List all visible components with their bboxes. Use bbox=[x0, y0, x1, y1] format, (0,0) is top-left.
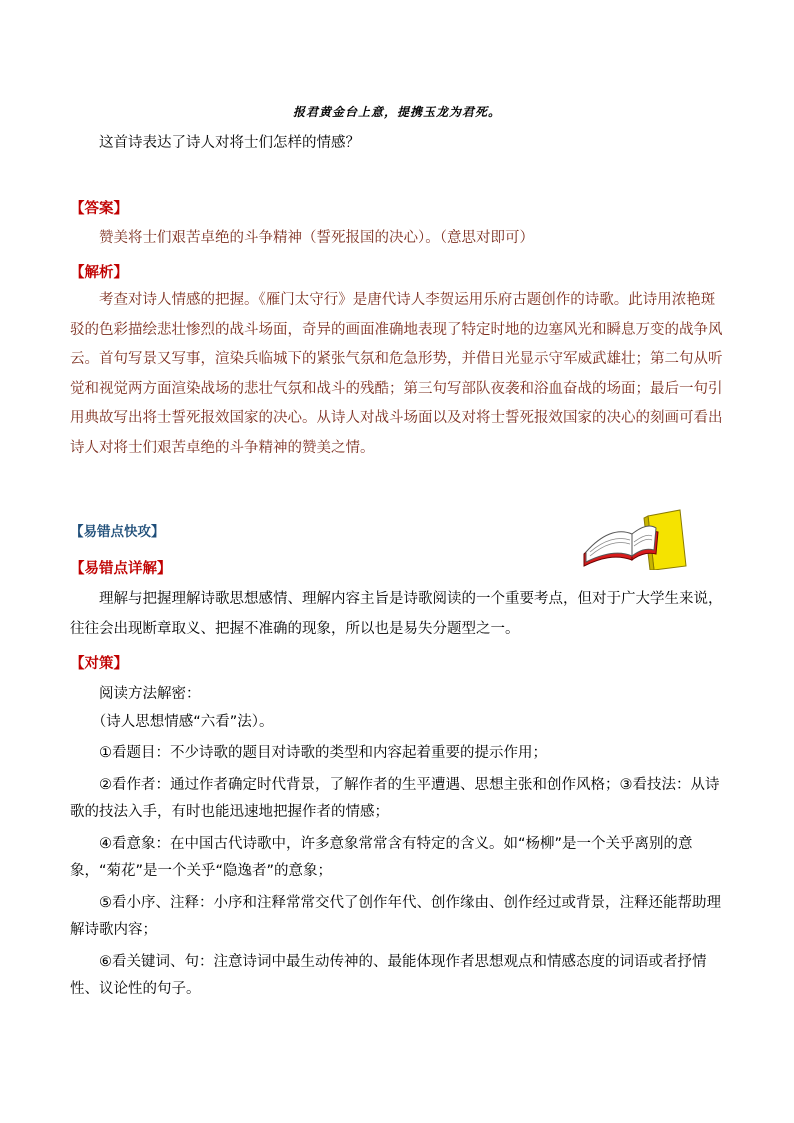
analysis-block bbox=[70, 286, 724, 463]
answer-block bbox=[70, 224, 724, 254]
strategy-line: ⑥看关键词、句：注意诗词中最生动传神的、最能体现作者思想观点和情感态度的词语或者抒情性、议论性的句子。 bbox=[70, 953, 707, 997]
detail-block bbox=[70, 585, 724, 644]
detail-text: 理解与把握理解诗歌思想感情、理解内容主旨是诗歌阅读的一个重要考点，但对于广大学生来说，往往会出现断章取义、把握不准确的现象，所以也是易失分题型之一。 bbox=[70, 591, 723, 637]
section-label: 【易错点快攻】 bbox=[70, 524, 165, 540]
strategy-line: ②看作者：通过作者确定时代背景，了解作者的生平遭遇、思想主张和创作风格；③看技法：从诗歌的技法入手，有时也能迅速地把握作者的情感； bbox=[70, 776, 720, 820]
question-block bbox=[70, 129, 724, 159]
strategy-line: 阅读方法解密： bbox=[99, 686, 201, 702]
open-book-icon bbox=[580, 508, 692, 570]
strategy-line: ⑤看小序、注释：小序和注释常常交代了创作年代、创作缘由、创作经过或背景，注释还能帮助理解诗歌内容； bbox=[70, 894, 721, 938]
strategy-line: ①看题目：不少诗歌的题目对诗歌的类型和内容起着重要的提示作用； bbox=[99, 745, 547, 761]
answer-text: 赞美将士们艰苦卓绝的斗争精神（誓死报国的决心）。（意思对即可） bbox=[99, 230, 534, 246]
detail-label: 【易错点详解】 bbox=[70, 561, 172, 577]
strategy-line: ④看意象：在中国古代诗歌中，许多意象常常含有特定的含义。如“杨柳”是一个关乎离别的意象，“菊花”是一个关乎“隐逸者”的意象； bbox=[70, 835, 693, 879]
question-text: 这首诗表达了诗人对将士们怎样的情感？ bbox=[99, 135, 360, 151]
analysis-label: 【解析】 bbox=[70, 265, 128, 281]
answer-label: 【答案】 bbox=[70, 201, 128, 217]
analysis-text: 考查对诗人情感的把握。《雁门太守行》是唐代诗人李贺运用乐府古题创作的诗歌。此诗用浓艳斑驳的色彩描绘悲壮惨烈的战斗场面，奇异的画面准确地表现了特定时地的边塞风光和瞬息万变的战争风云。首句写景又写事，渲染兵临城下的紧张气氛和危急形势，并借日光显示守军威武雄壮；第二句从听觉和视觉两方面渲染战场的悲壮气氛和战斗的残酷；第三句写部队夜袭和浴血奋战的场面；最后一句引用典故写出将士誓死报效国家的决心。从诗人对战斗场面以及对将士誓死报效国家的决心的刻画可看出诗人对将士们艰苦卓绝的斗争精神的赞美之情。 bbox=[70, 292, 723, 456]
strategy-line: （诗人思想情感“六看”法）。 bbox=[91, 713, 274, 730]
poem-line: 报君黄金台上意，提携玉龙为君死。 bbox=[292, 105, 501, 119]
strategy-label: 【对策】 bbox=[70, 656, 128, 672]
strategy-block bbox=[70, 681, 724, 1004]
